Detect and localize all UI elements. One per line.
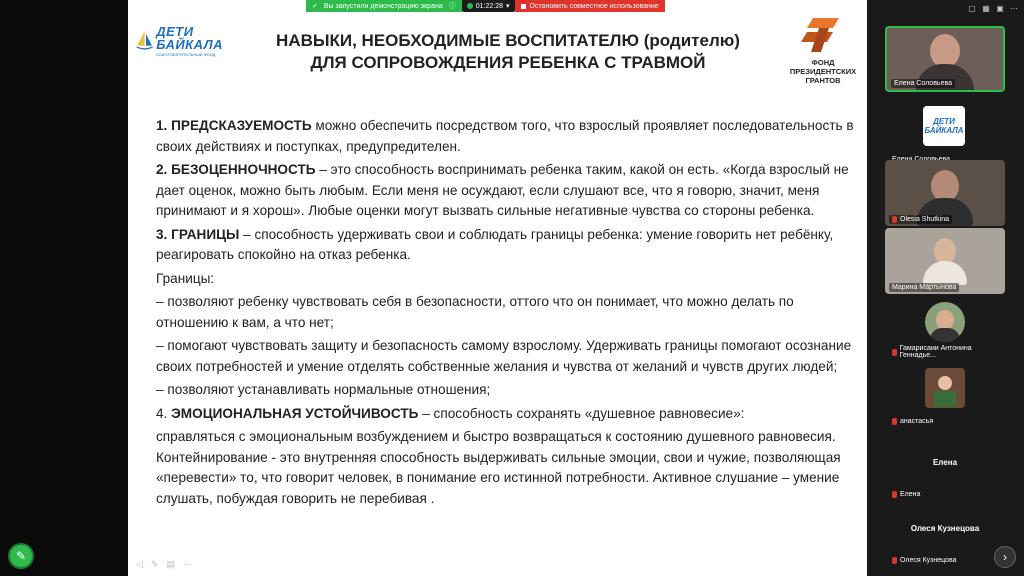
chevron-down-icon[interactable]: ▾ (505, 3, 510, 10)
logo-right-line2: ПРЕЗИДЕНТСКИХ (789, 67, 857, 76)
term-predictability: 1. ПРЕДСКАЗУЕМОСТЬ (156, 118, 312, 133)
participant-video (923, 238, 967, 285)
stop-sharing-button[interactable] (515, 0, 665, 12)
participant-name: Olesia Shutkina (889, 215, 952, 224)
boundaries-point-1: – позволяют ребенку чувствовать себя в безопасности, оттого что он понимает, что можно делать по отношению к вам, а что нет; (156, 294, 794, 330)
text-predictability: можно обеспечить посредством того, что взрослый проявляет последовательность в своих действиях и поступках, предупредителен. (156, 118, 854, 154)
number-emotional-stability: 4. (156, 405, 172, 421)
participant-tile[interactable] (885, 296, 1005, 362)
mic-muted-icon (892, 349, 897, 356)
participants-panel (867, 0, 1024, 576)
stop-icon (521, 4, 526, 9)
chevron-right-icon[interactable]: › (994, 546, 1016, 568)
participant-photo (925, 302, 965, 342)
participant-tile[interactable] (885, 100, 1005, 166)
logo-right-line1: ФОНД (811, 58, 835, 67)
participant-tile[interactable] (885, 26, 1005, 92)
participant-tile[interactable] (885, 362, 1005, 428)
sailboat-icon (136, 24, 153, 58)
window-icon[interactable]: ▢ (968, 4, 976, 13)
term-non-judgment: 2. БЕЗОЦЕННОЧНОСТЬ (156, 162, 316, 177)
more-options-icon[interactable]: ⋯ (182, 559, 192, 569)
paragraph-containment: справляться с эмоциональным возбуждением и быстро возвращаться к состоянию душевного равновесия. Контейнирование - это внутренняя способность выдерживать сильные эмоции, свои и чужие, позволяющая «перевести» то, что говорит человек, в понимание его истинной потребности. Активное слушание – умение слушать, побуждая говорить не перебивая . (156, 429, 841, 506)
deti-baikala-logo (136, 16, 228, 66)
logo-left-subtext: БЛАГОТВОРИТЕЛЬНЫЙ ФОНД (156, 52, 216, 57)
participant-display-name: Елена (932, 458, 958, 467)
recording-timer (462, 0, 515, 12)
boundaries-point-2: – помогают чувствовать защиту и безопасность самому взрослому. Удерживать границы помогают осознание своих потребностей и умение отделять собственные желания и чувства от желаний и чувств других людей; (156, 338, 852, 374)
grants-emblem-icon (799, 14, 847, 54)
paragraph-boundaries (156, 225, 867, 266)
grid-view-icon[interactable]: ▦ (982, 4, 990, 13)
presidential-grants-logo (783, 14, 863, 96)
participant-name: Марина Мартынова (889, 283, 959, 292)
participant-name: анастасья (889, 417, 936, 426)
info-icon[interactable]: ⓘ (448, 3, 456, 10)
text-emotional-stability: – способность сохранять «душевное равновесие»: (418, 405, 745, 421)
share-status-text: Вы запустили демонстрацию экрана (323, 2, 443, 10)
participant-logo: ДЕТИ БАЙКАЛА (923, 106, 965, 146)
stop-sharing-label: Остановить совместное использование (529, 2, 659, 10)
participant-tile[interactable] (885, 228, 1005, 294)
term-emotional-stability: ЭМОЦИОНАЛЬНАЯ УСТОЙЧИВОСТЬ (171, 405, 419, 421)
logo-right-line3: ГРАНТОВ (805, 76, 841, 85)
text-non-judgment: – это способность воспринимать ребенка таким, какой он есть. «Когда взрослый не дает оценок, можно быть любым. Если меня не осуждают, если слушают все, что я говорю, значит, меня принимают и я хорош». Любые оценки могут вызвать сильные негативные чувства со стороны ребенка. (156, 162, 849, 218)
participant-display-name: Олеся Кузнецова (910, 524, 980, 533)
share-status (306, 0, 462, 12)
boundaries-heading: Границы: (156, 270, 215, 286)
boundaries-point-3: – позволяют устанавливать нормальные отношения; (156, 382, 491, 397)
mic-muted-icon (892, 557, 897, 564)
term-boundaries: 3. ГРАНИЦЫ (156, 226, 240, 242)
slide-toolbar (136, 559, 192, 570)
mic-muted-icon (892, 491, 897, 498)
participant-name: Елена Соловьева (891, 79, 955, 88)
pencil-icon[interactable]: ✎ (8, 543, 34, 569)
participant-avatar (925, 368, 965, 408)
text-boundaries: – способность удерживать свои и соблюдать границы ребенка: умение говорить нет ребёнку, реагировать спокойно на отказ ребенка. (156, 226, 834, 262)
participant-tile[interactable] (885, 498, 1005, 564)
left-gutter (0, 0, 128, 576)
more-icon[interactable]: ⋯ (1010, 4, 1018, 13)
participant-tile[interactable] (885, 432, 1005, 498)
slide-title-line2: ДЛЯ СОПРОВОЖДЕНИЯ РЕБЕНКА С ТРАВМОЙ (310, 53, 706, 72)
layout-icon[interactable]: ▣ (996, 4, 1004, 13)
participant-name: Елена (889, 490, 923, 498)
mic-muted-icon (892, 216, 897, 223)
slides-grid-icon[interactable]: ▤ (166, 559, 175, 569)
participant-tile[interactable] (885, 160, 1005, 226)
slide-body (156, 116, 867, 511)
pen-tool-icon[interactable]: ✎ (150, 559, 159, 569)
paragraph-emotional-stability (156, 404, 867, 425)
share-status-icon: ✓ (312, 3, 318, 10)
screen-share-bar (306, 0, 665, 12)
logo-left-text: ДЕТИ БАЙКАЛА (156, 24, 224, 52)
participant-name: Гамарисаии Антонина Геннадье... (889, 344, 1005, 360)
slide-title (238, 30, 778, 74)
paragraph-non-judgment (156, 160, 867, 222)
prev-slide-icon[interactable]: ◁ (136, 559, 143, 569)
paragraph-predictability (156, 116, 867, 157)
slide-title-line1: НАВЫКИ, НЕОБХОДИМЫЕ ВОСПИТАТЕЛЮ (родителю) (276, 31, 740, 50)
timer-dot-icon (467, 3, 473, 9)
panel-window-controls (867, 0, 1024, 18)
participant-name: Олеся Кузнецова (889, 556, 959, 564)
presentation-slide (128, 0, 867, 576)
mic-muted-icon (892, 418, 897, 425)
timer-value: 01:22:28 (475, 2, 503, 10)
